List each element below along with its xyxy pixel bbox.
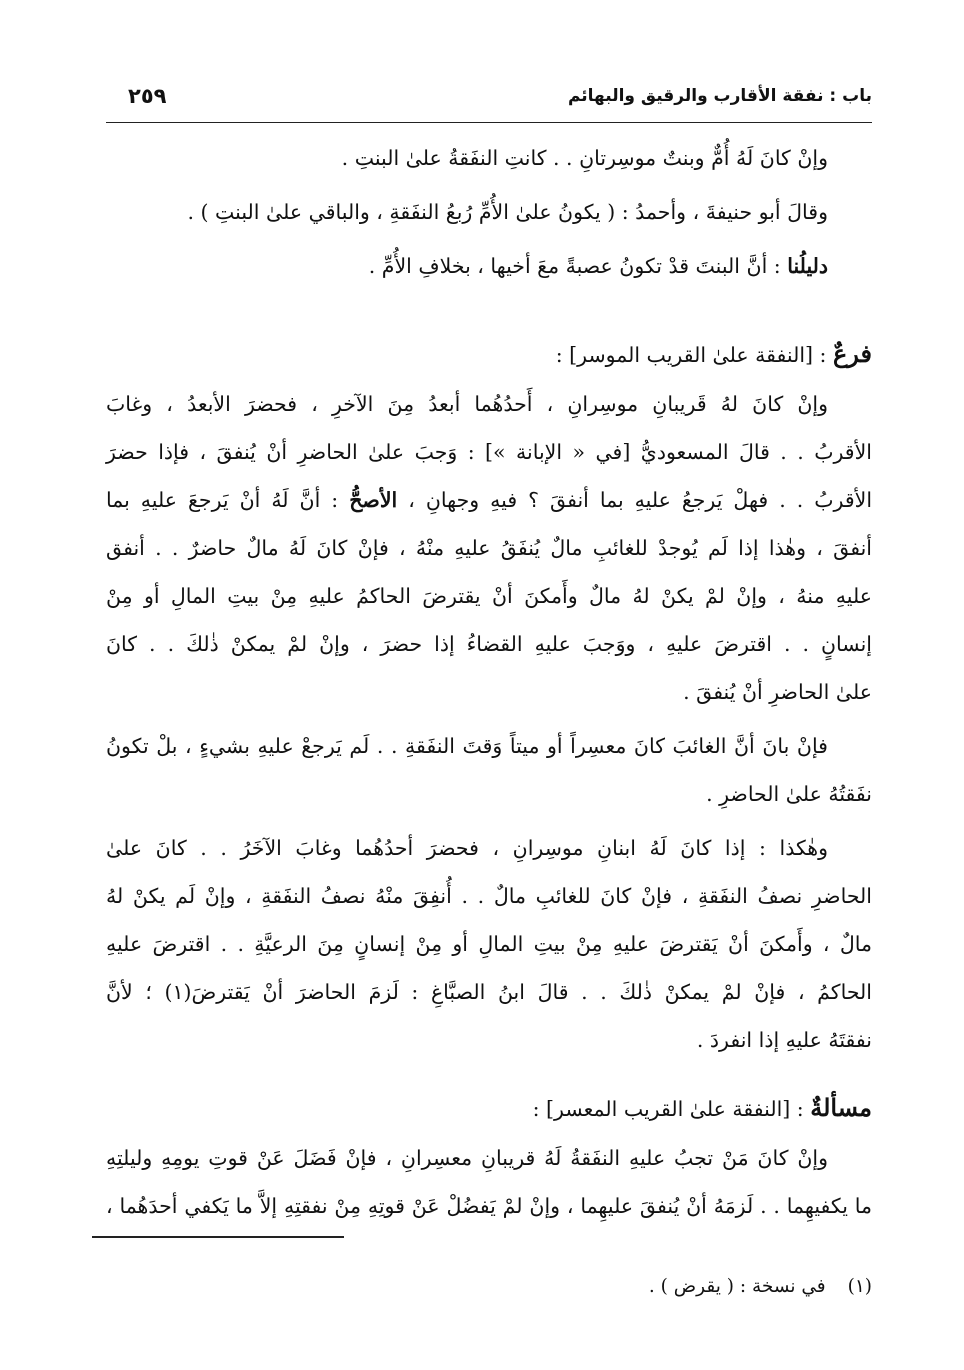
section-heading <box>106 1094 872 1123</box>
bold-term: الأصحُّ <box>349 488 398 512</box>
text-line: وإنْ كانَ لهُ قَريبانِ موسِرانِ ، أَحدُهُما أبعدُ مِنَ الآخرِ ، فحضرَ الأبعدُ ، وغابَ <box>106 392 828 416</box>
text-line: نفقتَهُ عليهِ إذا انفردَ . <box>696 1028 872 1052</box>
text-line: أنفقَ ، وهٰذا إذا لَم يُوجدْ للغائبِ مالٌ يُنفَقُ عليهِ منْهُ ، فإنْ كانَ لَهُ مالٌ حاضرٌ . . أنفق <box>106 536 872 560</box>
text-line <box>106 488 872 513</box>
proof-label: دليلُنا <box>787 254 828 278</box>
footnote-divider <box>92 1236 344 1238</box>
page-header <box>106 82 872 123</box>
text-line: وقالَ أبو حنيفةَ ، وأحمدُ : ( يكونُ علىٰ الأُمِّ رُبعُ النفَقةِ ، والباقي علىٰ البنتِ ) . <box>187 200 828 224</box>
text-line: الحاكمُ ، فإنْ لمْ يمكنْ ذٰلكَ . . قالَ ابنُ الصبَّاغِ : لَزمَ الحاضرَ أنْ يَقترضَ(١) ؛ لأنَّ <box>106 980 872 1004</box>
text-line: وهٰكذا : إذا كانَ لَهُ ابنانِ موسِرانِ ، فحضرَ أحدُهُما وغابَ الآخَرُ . . كانَ علىٰ <box>106 836 828 860</box>
text-line: وإنْ كانَ مَنْ تجبُ عليهِ النفَقةُ لَهُ قريبانِ معسِرانِ ، فإنْ فَضَلَ عَنْ قوتِ يومِهِ وليلتِهِ <box>106 1146 828 1170</box>
page-number: ٢٥٩ <box>128 84 167 108</box>
text-line: وإنْ كانَ لَهُ أُمٌّ وبنتٌ موسِرتانِ . . كانتِ النفَقةُ علىٰ البنتِ . <box>341 146 828 170</box>
heading-keyword: مسألةٌ <box>810 1093 872 1122</box>
footnote-text: في نسخة : ( يقرض ) . <box>648 1276 826 1297</box>
text-span: : أنَّ لَهُ أنْ يَرجعَ عليهِ بما <box>106 488 350 512</box>
heading-title: : [النفقة علىٰ القريب الموسر] : <box>555 343 833 367</box>
text-line: ما يكفيهِما . . لَزمَهُ أنْ يُنفقَ عليهِما ، وإنْ لمْ يَفضُلْ عَنْ قوتِهِ مِنْ نفقتِهِ إلاَّ ما يَكفي أحدَهُما ، <box>106 1194 872 1218</box>
text-line <box>106 254 872 279</box>
text-line: نفَقتُهُ علىٰ الحاضرِ . <box>706 782 872 806</box>
footnote <box>649 1276 872 1297</box>
text-line: عليهِ منهُ ، وإنْ لمْ يكنْ لهُ مالٌ وأَمكنَ أنْ يقترضَ الحاكمُ عليهِ مِنْ بيتِ المالِ أو مِنْ <box>106 584 872 608</box>
text-span: : أنَّ البنتَ قدْ تكونُ عصبةً معَ أخيها ، بخلافِ الأُمِّ . <box>368 254 788 278</box>
text-line: فإنْ بانَ أنَّ الغائبَ كانَ معسِراً أو ميتاً وَقتَ النفَقةِ . . لَم يَرجعْ عليهِ بشيءٍ ، بلْ تكونُ <box>106 734 828 758</box>
text-line: إنسانٍ . . اقترضَ عليهِ ، ووَجبَ عليهِ القضاءُ إذا حضرَ ، وإنْ لمْ يمكنْ ذٰلكَ . . كانَ <box>106 632 872 656</box>
footnote-marker: (١) <box>847 1276 872 1297</box>
heading-keyword: فرعٌ <box>832 339 872 368</box>
section-heading <box>106 340 872 369</box>
running-head: باب : نفقة الأقارب والرقيق والبهائم <box>567 86 872 106</box>
text-line: الحاضرِ نصفُ النفَقةِ ، فإنْ كانَ للغائبِ مالٌ . . أُنفِقَ منْهُ نصفُ النفَقةِ ، وإنْ لَم يكنْ لهُ <box>106 884 872 908</box>
text-span: الأقربُ . . فهلْ يَرجعُ عليهِ بما أنفقَ ؟ فيهِ وجهانِ ، <box>397 488 873 512</box>
text-line: علىٰ الحاضرِ أنْ يُنفقَ . <box>683 680 872 704</box>
heading-title: : [النفقة علىٰ القريب المعسر] : <box>532 1097 811 1121</box>
text-line: مالٌ ، وأَمكنَ أنْ يَقترضَ عليهِ مِنْ بيتِ المالِ أو مِنْ إنسانٍ مِنَ الرعيَّةِ . . اقترضَ عليهِ <box>106 932 872 956</box>
text-line: الأقربُ . . قالَ المسعوديُّ [في « الإبانة »] : وَجبَ علىٰ الحاضرِ أنْ يُنفقَ ، فإذا حضرَ <box>106 440 872 464</box>
